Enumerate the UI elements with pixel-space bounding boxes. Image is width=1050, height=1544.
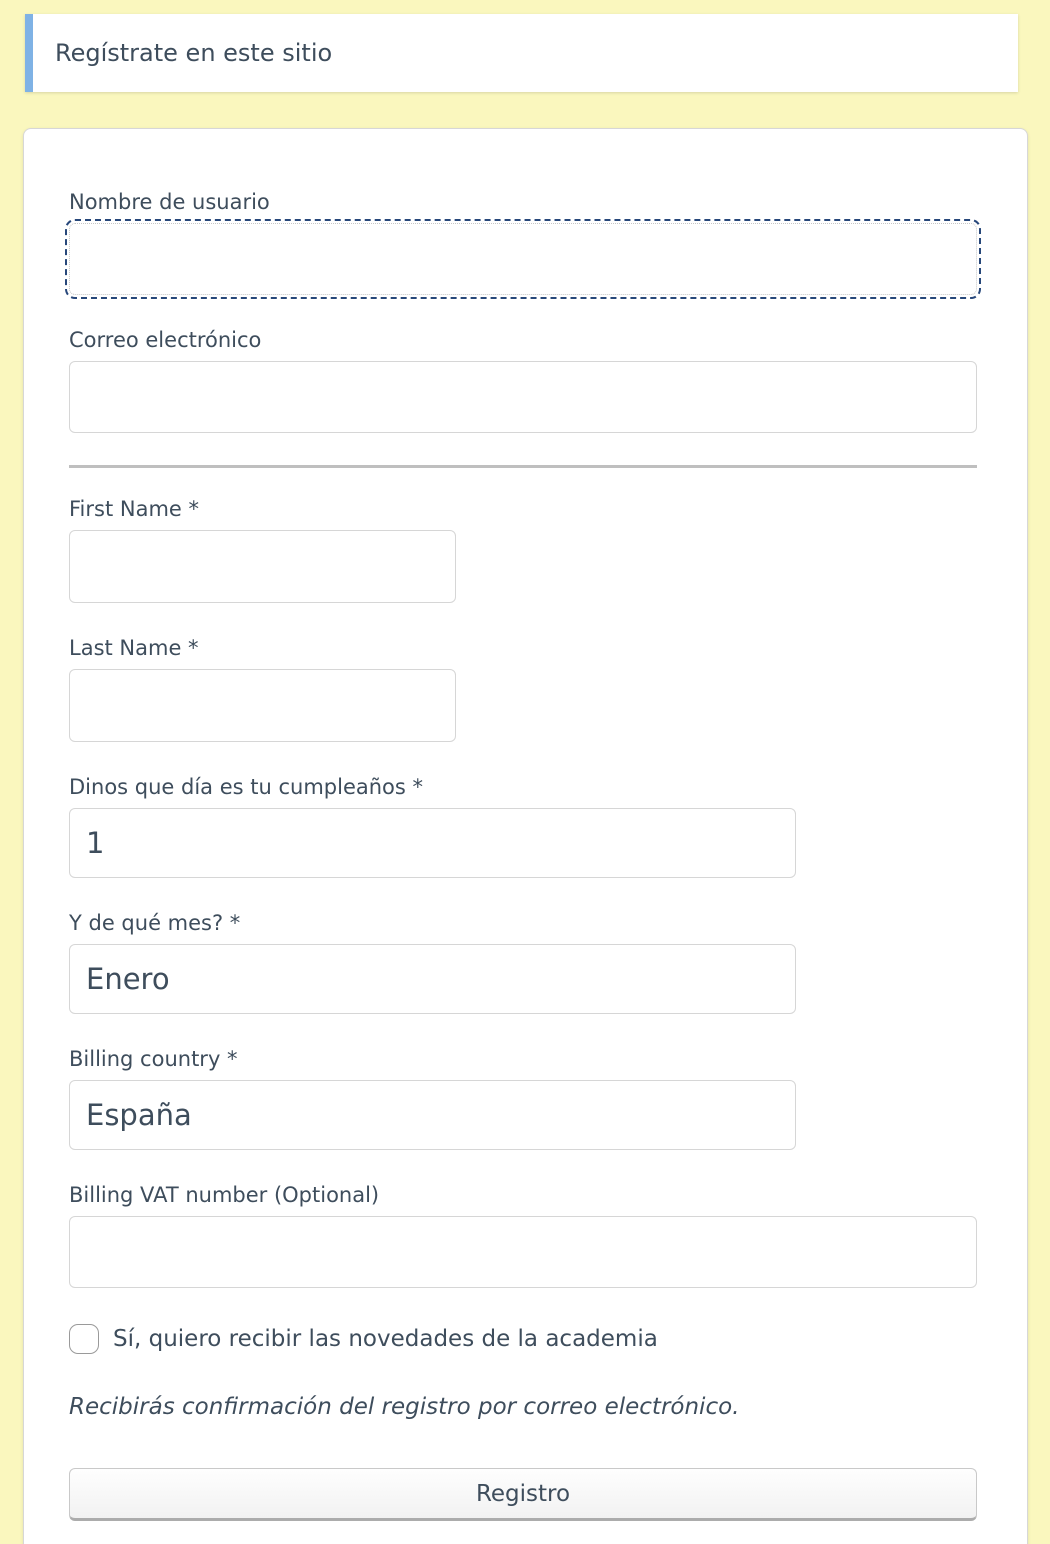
username-input[interactable] xyxy=(69,223,977,295)
birth-month-selected-value: Enero xyxy=(86,962,170,996)
birth-month-select[interactable] xyxy=(69,944,796,1014)
email-input[interactable] xyxy=(69,361,977,433)
email-field-group xyxy=(69,327,977,433)
last-name-field-group xyxy=(69,635,977,742)
first-name-input[interactable] xyxy=(69,530,456,603)
section-divider xyxy=(69,465,977,468)
register-button[interactable]: Registro xyxy=(69,1468,977,1521)
billing-country-select[interactable] xyxy=(69,1080,796,1150)
birth-day-select[interactable] xyxy=(69,808,796,878)
billing-country-field-group xyxy=(69,1046,977,1150)
username-field-group xyxy=(69,189,977,295)
birth-day-label: Dinos que día es tu cumpleaños * xyxy=(69,775,424,799)
newsletter-optin-row xyxy=(69,1324,977,1354)
first-name-label: First Name * xyxy=(69,497,199,521)
billing-country-label: Billing country * xyxy=(69,1047,238,1071)
vat-label: Billing VAT number (Optional) xyxy=(69,1183,380,1207)
birth-month-label: Y de qué mes? * xyxy=(69,911,241,935)
username-label: Nombre de usuario xyxy=(69,190,270,214)
newsletter-checkbox[interactable] xyxy=(69,1324,99,1354)
vat-field-group xyxy=(69,1182,977,1288)
last-name-label: Last Name * xyxy=(69,636,199,660)
birth-day-field-group xyxy=(69,774,977,878)
page-title: Regístrate en este sitio xyxy=(55,39,333,67)
newsletter-checkbox-label: Sí, quiero recibir las novedades de la academia xyxy=(113,1326,658,1352)
registration-form xyxy=(23,128,1028,1544)
billing-country-selected-value: España xyxy=(86,1098,192,1132)
birth-day-selected-value: 1 xyxy=(86,826,105,860)
page-header xyxy=(25,14,1018,92)
first-name-field-group xyxy=(69,496,977,603)
email-label: Correo electrónico xyxy=(69,328,262,352)
vat-input[interactable] xyxy=(69,1216,977,1288)
last-name-input[interactable] xyxy=(69,669,456,742)
birth-month-field-group xyxy=(69,910,977,1014)
confirmation-note: Recibirás confirmación del registro por correo electrónico. xyxy=(69,1394,740,1420)
